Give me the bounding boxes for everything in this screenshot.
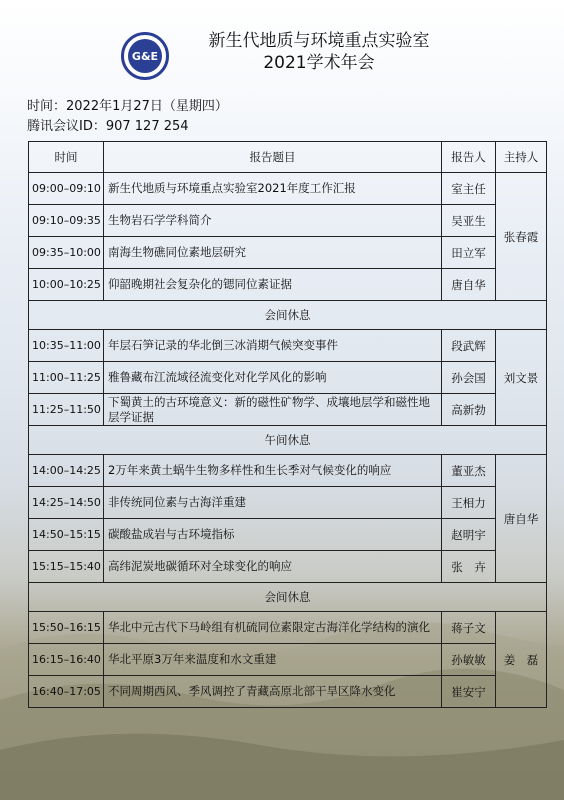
row-topic: 华北平原3万年来温度和水文重建 bbox=[104, 644, 442, 676]
row-time: 09:35–10:00 bbox=[29, 237, 104, 269]
row-speaker: 崔安宁 bbox=[442, 676, 496, 708]
row-time: 11:00–11:25 bbox=[29, 362, 104, 394]
break-row bbox=[29, 301, 547, 330]
row-topic: 新生代地质与环境重点实验室2021年度工作汇报 bbox=[104, 173, 442, 205]
break-row bbox=[29, 583, 547, 612]
row-topic: 2万年来黄土蜗牛生物多样性和生长季对气候变化的响应 bbox=[104, 455, 442, 487]
table-row bbox=[29, 551, 547, 583]
break-label: 会间休息 bbox=[29, 301, 547, 330]
row-time: 10:00–10:25 bbox=[29, 269, 104, 301]
row-topic: 下蜀黄土的古环境意义：新的磁性矿物学、成壤地层学和磁性地层学证据 bbox=[104, 394, 442, 426]
lab-logo-text: G&E bbox=[128, 39, 162, 73]
table-row bbox=[29, 237, 547, 269]
row-time: 15:15–15:40 bbox=[29, 551, 104, 583]
row-time: 16:40–17:05 bbox=[29, 676, 104, 708]
lab-logo bbox=[121, 32, 169, 80]
row-time: 09:00–09:10 bbox=[29, 173, 104, 205]
session-host: 唐自华 bbox=[496, 455, 547, 583]
row-topic: 仰韶晚期社会复杂化的锶同位素证据 bbox=[104, 269, 442, 301]
row-topic: 高纬泥炭地碳循环对全球变化的响应 bbox=[104, 551, 442, 583]
header-speaker: 报告人 bbox=[442, 142, 496, 173]
row-speaker: 田立军 bbox=[442, 237, 496, 269]
table-row bbox=[29, 487, 547, 519]
row-speaker: 室主任 bbox=[442, 173, 496, 205]
meeting-id: 腾讯会议ID：907 127 254 bbox=[27, 119, 189, 134]
header-time: 时间 bbox=[29, 142, 104, 173]
table-row bbox=[29, 362, 547, 394]
row-topic: 南海生物礁同位素地层研究 bbox=[104, 237, 442, 269]
break-label: 午间休息 bbox=[29, 426, 547, 455]
header-host: 主持人 bbox=[496, 142, 547, 173]
row-time: 14:50–15:15 bbox=[29, 519, 104, 551]
row-topic: 不同周期西风、季风调控了青藏高原北部干旱区降水变化 bbox=[104, 676, 442, 708]
row-topic: 年层石笋记录的华北倒三冰消期气候突变事件 bbox=[104, 330, 442, 362]
row-speaker: 高新勃 bbox=[442, 394, 496, 426]
row-time: 16:15–16:40 bbox=[29, 644, 104, 676]
break-label: 会间休息 bbox=[29, 583, 547, 612]
row-speaker: 段武辉 bbox=[442, 330, 496, 362]
table-row bbox=[29, 173, 547, 205]
row-topic: 华北中元古代下马岭组有机硫同位素限定古海洋化学结构的演化 bbox=[104, 612, 442, 644]
row-speaker: 王相力 bbox=[442, 487, 496, 519]
table-row bbox=[29, 394, 547, 426]
header-topic: 报告题目 bbox=[104, 142, 442, 173]
row-time: 11:25–11:50 bbox=[29, 394, 104, 426]
row-speaker: 唐自华 bbox=[442, 269, 496, 301]
row-speaker: 张 卉 bbox=[442, 551, 496, 583]
session-host: 刘文景 bbox=[496, 330, 547, 426]
table-row bbox=[29, 205, 547, 237]
row-topic: 生物岩石学学科简介 bbox=[104, 205, 442, 237]
break-row bbox=[29, 426, 547, 455]
session-host: 姜 磊 bbox=[496, 612, 547, 708]
page-title bbox=[174, 30, 464, 74]
row-topic: 碳酸盐成岩与古环境指标 bbox=[104, 519, 442, 551]
table-row bbox=[29, 612, 547, 644]
table-row bbox=[29, 644, 547, 676]
row-time: 14:25–14:50 bbox=[29, 487, 104, 519]
row-topic: 雅鲁藏布江流域径流变化对化学风化的影响 bbox=[104, 362, 442, 394]
title-line-1: 新生代地质与环境重点实验室 bbox=[208, 31, 430, 51]
meeting-time: 时间：2022年1月27日（星期四） bbox=[27, 99, 228, 114]
table-row bbox=[29, 519, 547, 551]
row-time: 15:50–16:15 bbox=[29, 612, 104, 644]
table-row bbox=[29, 330, 547, 362]
row-speaker: 孙会国 bbox=[442, 362, 496, 394]
title-line-2: 2021学术年会 bbox=[263, 53, 375, 73]
row-speaker: 吴亚生 bbox=[442, 205, 496, 237]
table-row bbox=[29, 455, 547, 487]
row-topic: 非传统同位素与古海洋重建 bbox=[104, 487, 442, 519]
row-time: 14:00–14:25 bbox=[29, 455, 104, 487]
table-row bbox=[29, 676, 547, 708]
table-row bbox=[29, 269, 547, 301]
row-speaker: 蒋子文 bbox=[442, 612, 496, 644]
schedule-table bbox=[28, 141, 547, 708]
row-time: 09:10–09:35 bbox=[29, 205, 104, 237]
row-speaker: 孙敏敏 bbox=[442, 644, 496, 676]
row-speaker: 赵明宇 bbox=[442, 519, 496, 551]
row-speaker: 董亚杰 bbox=[442, 455, 496, 487]
session-host: 张春霞 bbox=[496, 173, 547, 301]
row-time: 10:35–11:00 bbox=[29, 330, 104, 362]
table-header-row bbox=[29, 142, 547, 173]
